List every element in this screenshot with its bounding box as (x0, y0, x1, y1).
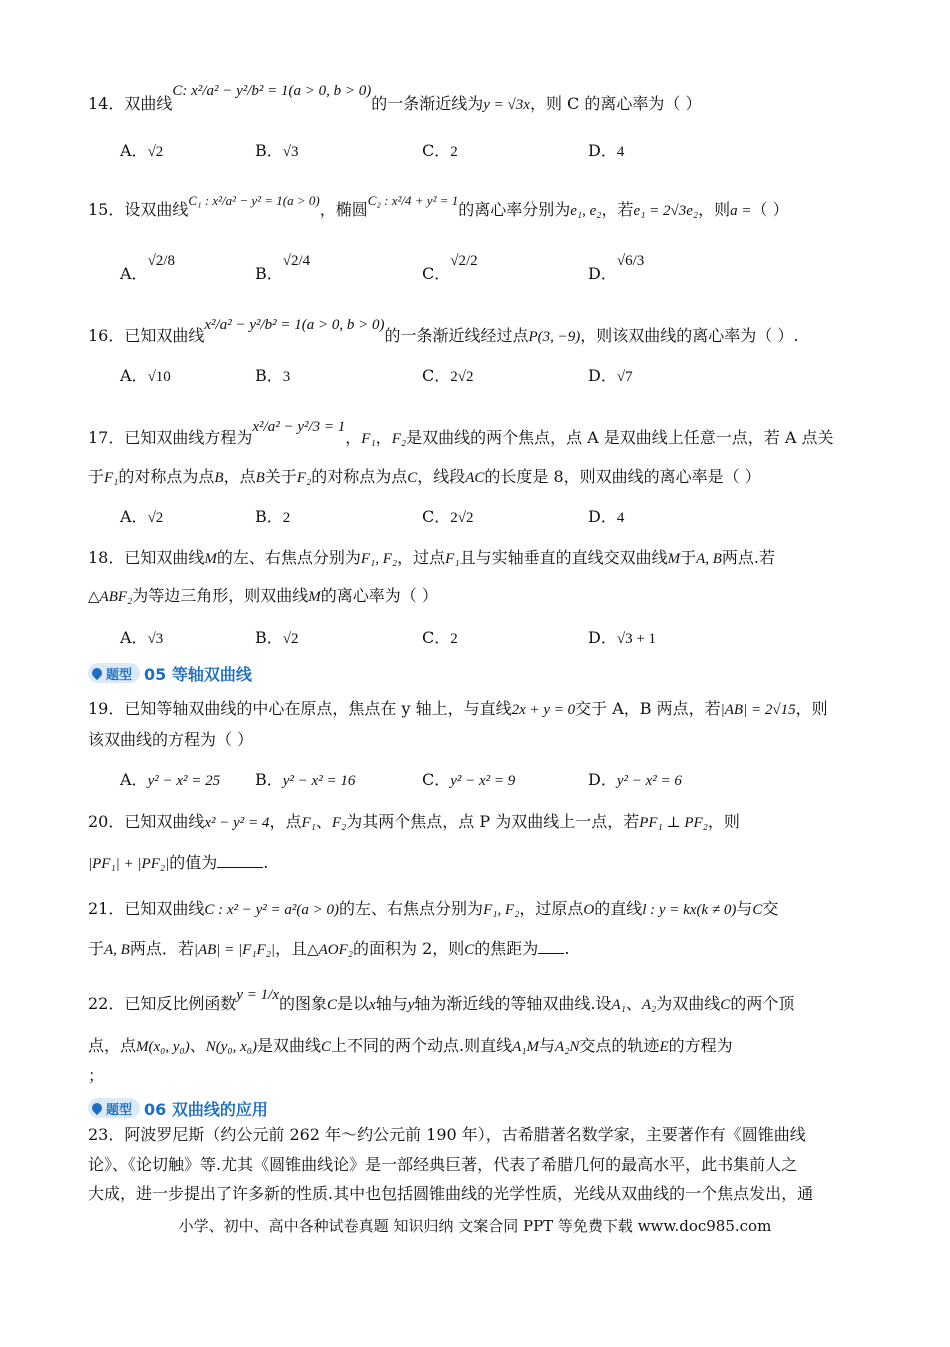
question-23-line-3: 大成，进一步提出了许多新的性质.其中也包括圆锥曲线的光学性质，光线从双曲线的一个焦点发出，通 (88, 1184, 814, 1203)
question-23-line-2: 论》、《论切触》等.尤其《圆锥曲线论》是一部经典巨著，代表了希腊几何的最高水平，此书集前人之 (88, 1155, 798, 1174)
question-15-stem: 15．设双曲线 (88, 200, 189, 219)
question-15 (88, 193, 789, 221)
question-22-line-3: ； (88, 1066, 105, 1085)
q14-option-a: A．√2 (120, 141, 164, 160)
question-17-line-1: 17．已知双曲线方程为x²/a² − y²/3 = 1，F₁，F₂是双曲线的两个焦点，点 A 是双曲线上任意一点，若 A 点关 (88, 419, 834, 447)
q19-option-d: D．y² − x² = 6 (588, 770, 682, 789)
q14-option-d: D．4 (588, 141, 625, 160)
question-15-text-1: ，椭圆 (319, 200, 368, 219)
section-title: 05 等轴双曲线 (144, 664, 252, 684)
q18-option-b: B．√2 (255, 628, 299, 647)
question-20-line-2: |PF₁| + |PF₂|的值为 . (88, 853, 269, 872)
q14-option-c: C．2 (422, 141, 458, 160)
hyperbola-equation: x²/a² − y²/b² = 1(a > 0, b > 0) (204, 317, 385, 333)
asymptote-equation: y = √3x (483, 97, 530, 113)
q15-option-a: A．√2/8 (120, 253, 175, 283)
q16-option-a: A．√10 (120, 366, 171, 385)
question-15-tail: （ ） (751, 200, 789, 219)
question-14-text: 的一条渐近线为 (371, 94, 484, 113)
q16-option-d: D．√7 (588, 366, 633, 385)
q19-option-b: B．y² − x² = 16 (255, 770, 356, 789)
question-16-text: 的一条渐近线经过点 (384, 326, 529, 345)
section-header-06 (88, 1095, 268, 1121)
hyperbola-equation: x²/a² − y²/3 = 1 (252, 419, 346, 435)
question-21-line-2: 于A, B两点．若|AB| = |F₁F₂|，且△AOF₂的面积为 2，则C的焦距为 . (88, 939, 570, 958)
question-18-line-1: 18．已知双曲线M的左、右焦点分别为F₁, F₂，过点F₁且与实轴垂直的直线交双曲线M于A, B两点.若 (88, 548, 776, 567)
question-16 (88, 317, 799, 347)
q14-option-b: B．√3 (255, 141, 299, 160)
point-p: P(3, −9) (528, 329, 581, 345)
hyperbola-c1-equation: C₁ : x²/a² − y² = 1(a > 0) (188, 193, 320, 208)
ellipse-c2-equation: C₂ : x²/4 + y² = 1 (367, 193, 459, 208)
question-21-line-1: 21．已知双曲线C : x² − y² = a²(a > 0)的左、右焦点分别为F₁, F₂，过原点O的直线l : y = kx(k ≠ 0)与C交 (88, 899, 779, 918)
section-title: 06 双曲线的应用 (144, 1099, 268, 1119)
question-18-line-2: △ABF₂为等边三角形，则双曲线M的离心率为（ ） (88, 586, 438, 605)
question-15-text-2: 的离心率分别为 (458, 200, 571, 219)
question-16-tail: ，则该双曲线的离心率为（ ）. (580, 326, 799, 345)
q15-option-b: B．√2/4 (255, 253, 311, 283)
q17-option-d: D．4 (588, 507, 625, 526)
q18-option-a: A．√3 (120, 628, 164, 647)
section-header-05 (88, 660, 252, 686)
q17-option-b: B．2 (255, 507, 291, 526)
footer-advert[interactable]: 小学、初中、高中各种试卷真题 知识归纳 文案合同 PPT 等免费下载 www.doc985.com (178, 1217, 772, 1235)
question-14 (88, 83, 702, 115)
triangle-abf2: △ABF₂ (88, 589, 133, 605)
focus-f2: F₂ (391, 431, 407, 447)
q18-option-d: D．√3 + 1 (588, 628, 657, 647)
hyperbola-equation: C: x²/a² − y²/b² = 1(a > 0, b > 0) (172, 83, 372, 99)
pin-icon (90, 666, 104, 680)
question-16-stem: 16．已知双曲线 (88, 326, 205, 345)
eccentricity-condition: e₁ = 2√3e₂ (633, 203, 699, 219)
question-22-line-1: 22．已知反比例函数y = 1/x的图象C是以x轴与y轴为渐近线的等轴双曲线.设A₁、A₂为双曲线C的两个顶 (88, 987, 795, 1013)
question-20-line-1: 20．已知双曲线x² − y² = 4，点F₁、F₂为其两个焦点，点 P 为双曲线上一点，若PF₁ ⊥ PF₂，则 (88, 812, 740, 831)
eccentricities: e₁, e₂ (570, 203, 602, 219)
question-23-line-1: 23．阿波罗尼斯（约公元前 262 年～约公元前 190 年），古希腊著名数学家，主要著作有《圆锥曲线 (88, 1125, 806, 1144)
q15-option-d: D．√6/3 (588, 253, 645, 283)
pin-icon (90, 1101, 104, 1115)
question-17-line-2: 于F₁的对称点为点B，点B关于F₂的对称点为点C，线段AC的长度是 8，则双曲线的离心率是（ ） (88, 467, 761, 486)
q19-option-c: C．y² − x² = 9 (422, 770, 516, 789)
unknown-a: a = (730, 203, 752, 219)
question-15-text-3: ，若 (601, 200, 634, 219)
question-14-tail: ，则 C 的离心率为（ ） (529, 94, 702, 113)
q15-option-c: C．√2/2 (422, 253, 478, 283)
section-badge: 题型 (88, 663, 140, 683)
section-badge: 题型 (88, 1098, 140, 1118)
q17-option-a: A．√2 (120, 507, 164, 526)
q16-option-b: B．3 (255, 366, 291, 385)
question-19-line-2: 该双曲线的方程为（ ） (88, 730, 254, 749)
q17-option-c: C．2√2 (422, 507, 474, 526)
q18-option-c: C．2 (422, 628, 458, 647)
answer-blank[interactable] (217, 853, 263, 868)
q16-option-c: C．2√2 (422, 366, 474, 385)
question-22-line-2: 点，点M(x₀, y₀)、N(y₀, x₀)是双曲线C上不同的两个动点.则直线A₁M与A₂N交点的轨迹E的方程为 (88, 1036, 733, 1055)
question-14-stem: 14．双曲线 (88, 94, 173, 113)
answer-blank[interactable] (538, 939, 564, 954)
question-19-line-1: 19．已知等轴双曲线的中心在原点，焦点在 y 轴上，与直线2x + y = 0交于 A，B 两点，若|AB| = 2√15，则 (88, 699, 828, 718)
question-15-text-4: ，则 (698, 200, 731, 219)
q19-option-a: A．y² − x² = 25 (120, 770, 221, 789)
focus-f1: F₁ (361, 431, 376, 447)
